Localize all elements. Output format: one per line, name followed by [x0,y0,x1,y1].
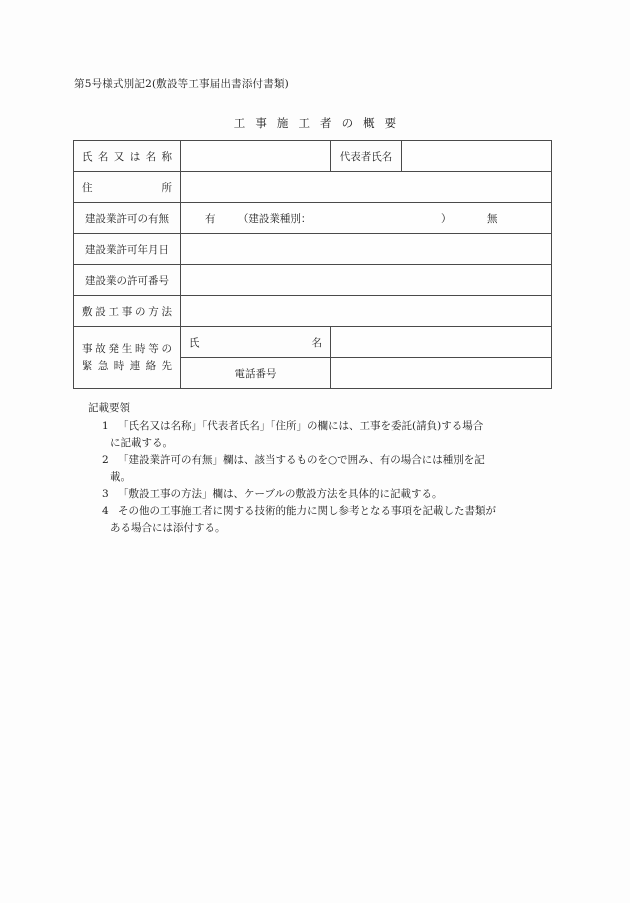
permit-choice-group [189,211,543,226]
instruction-text-2-line-1: 「建設業許可の有無」欄は、該当するものを○で囲み、有の場合には種別を記 [118,454,485,466]
row-label-permit-existence: 建設業許可の有無 [74,203,181,234]
instruction-text-2-line-2: 載。 [110,471,131,483]
row-label-permit-number: 建設業の許可番号 [74,265,181,296]
document-title: 工 事 施 工 者 の 概 要 [233,116,400,130]
instructions-heading: 記載要領 [88,402,130,414]
instruction-text-1-line-2: に記載する。 [110,437,173,449]
row-value-emergency-person-name[interactable] [331,327,552,358]
instruction-number-3: 3 [102,488,109,500]
table-row-permit-number [74,265,552,296]
row-value-permit-number[interactable] [181,265,552,296]
form-number-header: 第5号様式別記2(敷設等工事届出書添付書類) [74,78,289,90]
row-value-permit-existence[interactable] [181,203,552,234]
row-label-permit-date: 建設業許可年月日 [74,234,181,265]
row-label-emergency-person-name: 氏名 [181,327,331,358]
table-row-address [74,172,552,203]
row-value-name[interactable] [181,141,331,172]
row-value-address[interactable] [181,172,552,203]
instruction-item-4 [88,503,568,537]
instruction-text-4-line-2: ある場合には添付する。 [110,522,226,534]
table-row-emergency-name [74,327,552,358]
instruction-number-4: 4 [102,505,109,517]
instruction-item-1 [88,418,568,452]
instruction-text-3-line-1: 「敷設工事の方法」欄は、ケーブルの敷設方法を具体的に記載する。 [118,488,443,500]
instruction-item-3 [88,486,568,503]
table-row-permit-existence [74,203,552,234]
instruction-item-2 [88,452,568,486]
row-label-emergency-phone: 電話番号 [181,358,331,389]
emergency-label-line-1: 事故発生時等の [82,343,172,356]
contractor-overview-table [73,140,552,389]
row-label-address: 住所 [74,172,181,203]
row-label-installation-method: 敷設工事の方法 [74,296,181,327]
row-value-representative[interactable] [402,141,552,172]
row-value-emergency-phone[interactable] [331,358,552,389]
table-row-permit-date [74,234,552,265]
permit-yes-option[interactable]: 有 [205,212,216,225]
row-label-representative: 代表者氏名 [331,141,402,172]
emergency-label-line-2: 緊急時連絡先 [82,359,172,372]
row-label-emergency-contact [74,327,181,389]
instruction-number-2: 2 [102,454,109,466]
instruction-text-1-line-1: 「氏名又は名称」「代表者氏名」「住所」の欄には、工事を委託(請負)する場合 [118,420,484,432]
instruction-number-1: 1 [102,420,109,432]
instruction-text-4-line-1: その他の工事施工者に関する技術的能力に関し参考となる事項を記載した書類が [118,505,496,517]
row-value-permit-date[interactable] [181,234,552,265]
permit-kind-close-paren: ） [441,212,452,225]
row-value-installation-method[interactable] [181,296,552,327]
permit-no-option[interactable]: 無 [487,212,498,225]
instructions-section [88,400,568,537]
table-row-installation-method [74,296,552,327]
table-row-name [74,141,552,172]
permit-kind-prefix: （建設業種別： [237,212,312,225]
row-label-name: 氏名又は名称 [74,141,181,172]
